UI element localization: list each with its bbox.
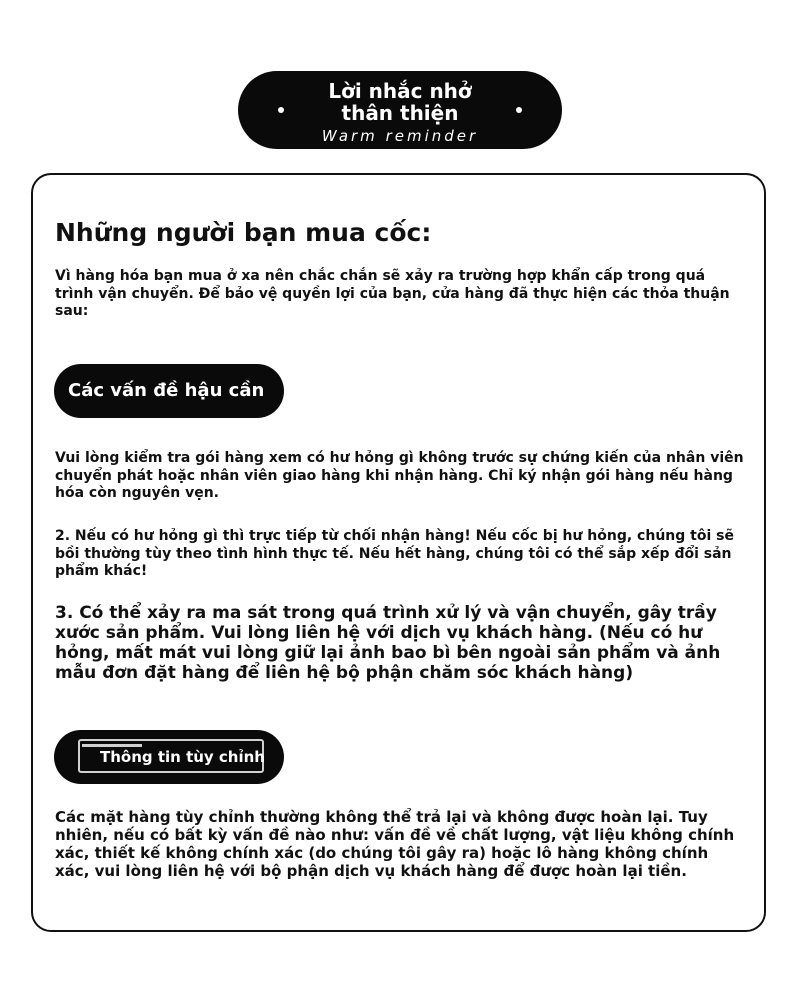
custom-title: Thông tin tùy chỉnh	[100, 748, 265, 766]
custom-section-label	[54, 730, 284, 784]
logistics-item-2: 2. Nếu có hư hỏng gì thì trực tiếp từ chối nhận hàng! Nếu cốc bị hư hỏng, chúng tôi sẽ bồi thường tùy theo tình hình thực tế. Nếu hết hàng, chúng tôi có thể sắp xếp đổi sản phẩm khác!	[55, 528, 734, 579]
custom-text: Các mặt hàng tùy chỉnh thường không thể trả lại và không được hoàn lại. Tuy nhiên, nếu có bất kỳ vấn đề nào như: vấn đề về chất lượng, vật liệu không chính xác, thiết kế không chính xác (do chúng tôi gây ra) hoặc lô hàng không chính xác, vui lòng liên hệ với bộ phận dịch vụ khách hàng để được hoàn lại tiền.	[55, 808, 735, 880]
header-title	[238, 80, 562, 124]
logistics-item-3: 3. Có thể xảy ra ma sát trong quá trình xử lý và vận chuyển, gây trầy xước sản phẩm. Vui lòng liên hệ với dịch vụ khách hàng. (Nếu có hư hỏng, mất mát vui lòng giữ lại ảnh bao bì bên ngoài sản phẩm và ảnh mẫu đơn đặt hàng để liên hệ bộ phận chăm sóc khách hàng)	[55, 603, 721, 683]
logistics-section-label	[54, 364, 284, 418]
intro-heading: Những người bạn mua cốc:	[55, 218, 432, 247]
header-subtitle: Warm reminder	[321, 127, 479, 145]
logistics-title: Các vấn đề hậu cần	[68, 380, 265, 401]
logistics-item-1: Vui lòng kiểm tra gói hàng xem có hư hỏng gì không trước sự chứng kiến của nhân viên chuyển phát hoặc nhân viên giao hàng khi nhận hàng. Chỉ ký nhận gói hàng nếu hàng hóa còn nguyên vẹn.	[55, 450, 744, 501]
header-banner	[238, 71, 562, 149]
header-title-line1: Lời nhắc nhở	[328, 79, 472, 103]
dot-right-icon	[516, 107, 522, 113]
intro-text: Vì hàng hóa bạn mua ở xa nên chắc chắn sẽ xảy ra trường hợp khẩn cấp trong quá trình vận chuyển. Để bảo vệ quyền lợi của bạn, cửa hàng đã thực hiện các thỏa thuận sau:	[55, 268, 730, 319]
header-title-line2: thân thiện	[341, 101, 459, 125]
